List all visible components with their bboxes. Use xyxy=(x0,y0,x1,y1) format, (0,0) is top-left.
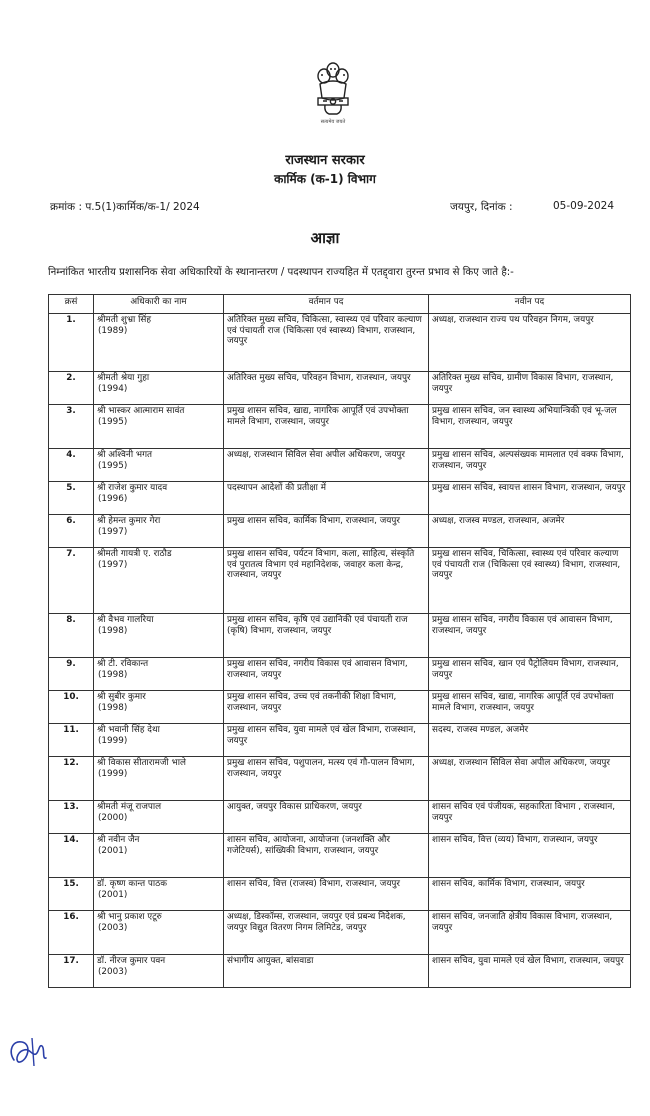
officer-name: डॉ. कृष्ण कान्त पाठक xyxy=(97,879,168,889)
officer-cell xyxy=(94,757,224,801)
officer-cell xyxy=(94,449,224,482)
row-serial-number: 7. xyxy=(49,548,94,614)
new-post: प्रमुख शासन सचिव, चिकित्सा, स्वास्थ्य एवं परिवार कल्याण एवं पंचायती राज (चिकित्सा एवं स्वास्थ्य) विभाग, राजस्थान, जयपुर xyxy=(429,548,631,614)
officer-name: श्री राजेश कुमार यादव xyxy=(97,483,168,493)
officer-cell xyxy=(94,955,224,988)
table-row xyxy=(49,449,631,482)
officer-cell xyxy=(94,878,224,911)
current-post: प्रमुख शासन सचिव, उच्च एवं तकनीकी शिक्षा विभाग, राजस्थान, जयपुर xyxy=(224,691,429,724)
batch-year: (2001) xyxy=(98,889,128,900)
officer-name: डॉ. नीरज कुमार पवन xyxy=(97,956,166,966)
order-date: 05-09-2024 xyxy=(553,200,615,212)
table-row xyxy=(49,314,631,372)
government-name: राजस्थान सरकार xyxy=(285,153,365,168)
new-post: प्रमुख शासन सचिव, खाद्य, नागरिक आपूर्ति एवं उपभोक्ता मामले विभाग, राजस्थान, जयपुर xyxy=(429,691,631,724)
row-serial-number: 15. xyxy=(49,878,94,911)
new-post: सदस्य, राजस्व मण्डल, अजमेर xyxy=(429,724,631,757)
current-post: प्रमुख शासन सचिव, खाद्य, नागरिक आपूर्ति एवं उपभोक्ता मामले विभाग, राजस्थान, जयपुर xyxy=(224,405,429,449)
officer-name: श्रीमती गायत्री ए. राठौड xyxy=(97,549,172,559)
current-post: प्रमुख शासन सचिव, कृषि एवं उद्यानिकी एवं पंचायती राज (कृषि) विभाग, राजस्थान, जयपुर xyxy=(224,614,429,658)
row-serial-number: 13. xyxy=(49,801,94,834)
new-post: प्रमुख शासन सचिव, जन स्वास्थ्य अभियान्त्रिकी एवं भू-जल विभाग, राजस्थान, जयपुर xyxy=(429,405,631,449)
officer-name: श्रीमती शुभ्रा सिंह xyxy=(97,315,151,325)
table-row xyxy=(49,515,631,548)
table-row xyxy=(49,955,631,988)
intro-text: निम्नांकित भारतीय प्रशासनिक सेवा अधिकारियों के स्थानान्तरण / पदस्थापन राज्यहित में एतद्द्वारा तुरन्त प्रभाव से किए जाते है:- xyxy=(48,267,514,278)
new-post: शासन सचिव एवं पंजीयक, सहकारिता विभाग , राजस्थान, जयपुर xyxy=(429,801,631,834)
handwritten-signature-icon xyxy=(6,1030,52,1072)
new-post: शासन सचिव, जनजाति क्षेत्रीय विकास विभाग, राजस्थान, जयपुर xyxy=(429,911,631,955)
current-post: प्रमुख शासन सचिव, नगरीय विकास एवं आवासन विभाग, राजस्थान, जयपुर xyxy=(224,658,429,691)
officer-cell xyxy=(94,614,224,658)
order-place-label: जयपुर, दिनांक : xyxy=(450,201,513,213)
header-sno: क्रसं xyxy=(49,295,94,314)
row-serial-number: 17. xyxy=(49,955,94,988)
batch-year: (1999) xyxy=(98,735,128,746)
batch-year: (1995) xyxy=(98,460,128,471)
officer-name: श्री नवीन जैन xyxy=(97,835,140,845)
officer-name: श्री विकास सीतारामजी भाले xyxy=(97,758,186,768)
officer-name: श्री हेमन्त कुमार गेरा xyxy=(97,516,161,526)
current-post: अतिरिक्त मुख्य सचिव, परिवहन विभाग, राजस्थान, जयपुर xyxy=(224,372,429,405)
table-row xyxy=(49,724,631,757)
table-row xyxy=(49,614,631,658)
current-post: प्रमुख शासन सचिव, पशुपालन, मत्स्य एवं गौ-पालन विभाग, राजस्थान, जयपुर xyxy=(224,757,429,801)
batch-year: (2003) xyxy=(98,922,128,933)
batch-year: (1995) xyxy=(98,416,128,427)
current-post: संभागीय आयुक्त, बांसवाडा xyxy=(224,955,429,988)
officer-name: श्री सुबीर कुमार xyxy=(97,692,146,702)
batch-year: (1997) xyxy=(98,559,128,570)
new-post: अध्यक्ष, राजस्थान सिविल सेवा अपील अधिकरण, जयपुर xyxy=(429,757,631,801)
officer-cell xyxy=(94,834,224,878)
batch-year: (1999) xyxy=(98,768,128,779)
table-row xyxy=(49,482,631,515)
row-serial-number: 14. xyxy=(49,834,94,878)
officer-cell xyxy=(94,724,224,757)
officer-cell xyxy=(94,515,224,548)
row-serial-number: 2. xyxy=(49,372,94,405)
officer-name: श्री अश्विनी भगत xyxy=(97,450,153,460)
emblem-motto: सत्यमेव जयते xyxy=(320,119,346,125)
table-row xyxy=(49,548,631,614)
current-post: अतिरिक्त मुख्य सचिव, चिकित्सा, स्वास्थ्य एवं परिवार कल्याण एवं पंचायती राज (चिकित्सा एवं स्वास्थ्य) विभाग, राजस्थान, जयपुर xyxy=(224,314,429,372)
officer-name: श्री भास्कर आत्माराम सावंत xyxy=(97,406,185,416)
current-post: पदस्थापन आदेशों की प्रतीक्षा में xyxy=(224,482,429,515)
row-serial-number: 8. xyxy=(49,614,94,658)
batch-year: (1998) xyxy=(98,669,128,680)
officer-cell xyxy=(94,801,224,834)
state-emblem-icon xyxy=(311,58,355,138)
header-current-post: वर्तमान पद xyxy=(224,295,429,314)
batch-year: (1997) xyxy=(98,526,128,537)
row-serial-number: 16. xyxy=(49,911,94,955)
row-serial-number: 3. xyxy=(49,405,94,449)
table-row xyxy=(49,372,631,405)
officer-cell xyxy=(94,314,224,372)
header-officer-name: अधिकारी का नाम xyxy=(94,295,224,314)
officer-cell xyxy=(94,548,224,614)
table-header-row xyxy=(49,295,631,314)
batch-year: (1996) xyxy=(98,493,128,504)
current-post: प्रमुख शासन सचिव, युवा मामले एवं खेल विभाग, राजस्थान, जयपुर xyxy=(224,724,429,757)
officer-cell xyxy=(94,482,224,515)
current-post: प्रमुख शासन सचिव, कार्मिक विभाग, राजस्थान, जयपुर xyxy=(224,515,429,548)
officer-name: श्री वैभव गालरिया xyxy=(97,615,154,625)
batch-year: (1994) xyxy=(98,383,128,394)
officer-name: श्रीमती श्रेया गुहा xyxy=(97,373,150,383)
new-post: प्रमुख शासन सचिव, स्वायत्त शासन विभाग, राजस्थान, जयपुर xyxy=(429,482,631,515)
officer-cell xyxy=(94,372,224,405)
current-post: शासन सचिव, आयोजना, आयोजना (जनशक्ति और गजेटियर्स), सांख्यिकी विभाग, राजस्थान, जयपुर xyxy=(224,834,429,878)
officer-name: श्री भानु प्रकाश एटूरु xyxy=(97,912,162,922)
current-post: प्रमुख शासन सचिव, पर्यटन विभाग, कला, साहित्य, संस्कृति एवं पुरातत्व विभाग एवं महानिदेशक, जवाहर कला केन्द्र, राजस्थान, जयपुर xyxy=(224,548,429,614)
officer-name: श्री टी. रविकान्त xyxy=(97,659,149,669)
officer-name: श्री भवानी सिंह देथा xyxy=(97,725,160,735)
row-serial-number: 4. xyxy=(49,449,94,482)
table-row xyxy=(49,911,631,955)
batch-year: (2003) xyxy=(98,966,128,977)
department-name: कार्मिक (क-1) विभाग xyxy=(274,172,376,186)
row-serial-number: 10. xyxy=(49,691,94,724)
table-row xyxy=(49,658,631,691)
new-post: अध्यक्ष, राजस्थान राज्य पथ परिवहन निगम, जयपुर xyxy=(429,314,631,372)
batch-year: (2000) xyxy=(98,812,128,823)
row-serial-number: 1. xyxy=(49,314,94,372)
table-row xyxy=(49,405,631,449)
current-post: अध्यक्ष, डिस्कॉम्स, राजस्थान, जयपुर एवं प्रबन्ध निदेशक, जयपुर विद्युत वितरण निगम लिमिटेड, जयपुर xyxy=(224,911,429,955)
row-serial-number: 11. xyxy=(49,724,94,757)
batch-year: (1998) xyxy=(98,625,128,636)
row-serial-number: 12. xyxy=(49,757,94,801)
new-post: अतिरिक्त मुख्य सचिव, ग्रामीण विकास विभाग, राजस्थान, जयपुर xyxy=(429,372,631,405)
officer-cell xyxy=(94,691,224,724)
new-post: प्रमुख शासन सचिव, नगरीय विकास एवं आवासन विभाग, राजस्थान, जयपुर xyxy=(429,614,631,658)
current-post: शासन सचिव, वित्त (राजस्व) विभाग, राजस्थान, जयपुर xyxy=(224,878,429,911)
batch-year: (2001) xyxy=(98,845,128,856)
officer-cell xyxy=(94,658,224,691)
new-post: शासन सचिव, वित्त (व्यय) विभाग, राजस्थान, जयपुर xyxy=(429,834,631,878)
table-row xyxy=(49,691,631,724)
row-serial-number: 5. xyxy=(49,482,94,515)
table-row xyxy=(49,757,631,801)
table-row xyxy=(49,834,631,878)
page-title: आज्ञा xyxy=(310,229,340,247)
ashoka-emblem-icon xyxy=(311,58,355,138)
officer-name: श्रीमती मंजू राजपाल xyxy=(97,802,162,812)
batch-year: (1989) xyxy=(98,325,128,336)
order-number: क्रमांक : प.5(1)कार्मिक/क-1/ 2024 xyxy=(50,201,200,213)
current-post: अध्यक्ष, राजस्थान सिविल सेवा अपील अधिकरण, जयपुर xyxy=(224,449,429,482)
batch-year: (1998) xyxy=(98,702,128,713)
table-row xyxy=(49,801,631,834)
table-row xyxy=(49,878,631,911)
new-post: अध्यक्ष, राजस्व मण्डल, राजस्थान, अजमेर xyxy=(429,515,631,548)
new-post: शासन सचिव, युवा मामले एवं खेल विभाग, राजस्थान, जयपुर xyxy=(429,955,631,988)
transfer-table xyxy=(48,294,631,988)
new-post: शासन सचिव, कार्मिक विभाग, राजस्थान, जयपुर xyxy=(429,878,631,911)
new-post: प्रमुख शासन सचिव, खान एवं पैट्रोलियम विभाग, राजस्थान, जयपुर xyxy=(429,658,631,691)
header-new-post: नवीन पद xyxy=(429,295,631,314)
officer-cell xyxy=(94,405,224,449)
current-post: आयुक्त, जयपुर विकास प्राधिकरण, जयपुर xyxy=(224,801,429,834)
row-serial-number: 9. xyxy=(49,658,94,691)
officer-cell xyxy=(94,911,224,955)
new-post: प्रमुख शासन सचिव, अल्पसंख्यक मामलात एवं वक्फ विभाग, राजस्थान, जयपुर xyxy=(429,449,631,482)
row-serial-number: 6. xyxy=(49,515,94,548)
